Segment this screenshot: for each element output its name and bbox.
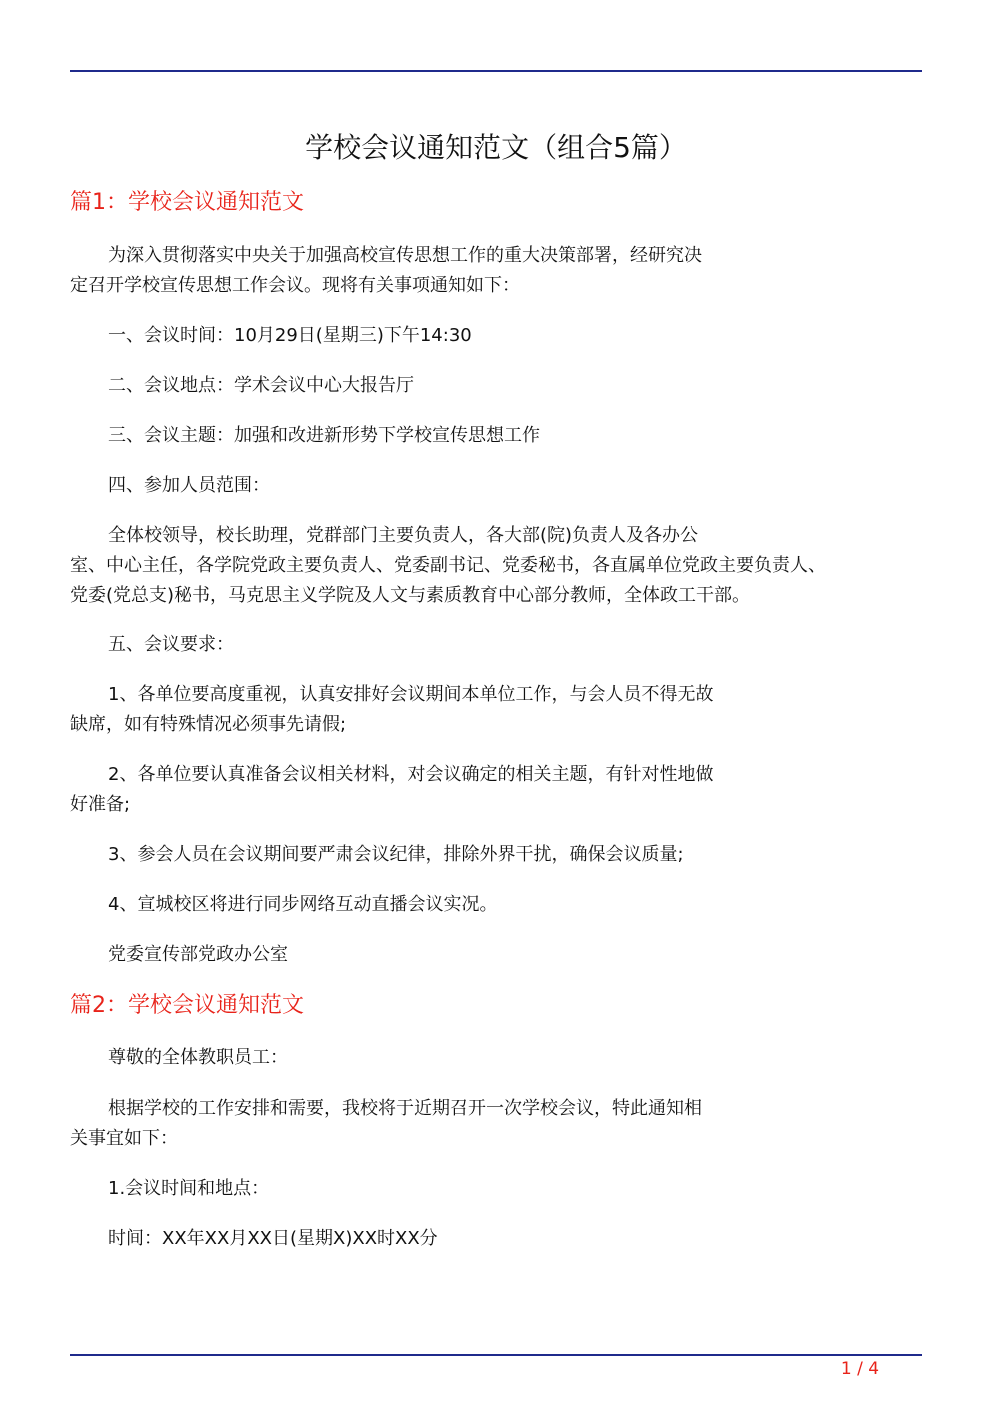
- paragraph: [70, 421, 910, 451]
- paragraph-line: 室、中心主任，各学院党政主要负责人、党委副书记、党委秘书，各直属单位党政主要负责人、: [70, 555, 826, 576]
- paragraph: [70, 1043, 910, 1073]
- paragraph-line: 为深入贯彻落实中央关于加强高校宣传思想工作的重大决策部署，经研究决: [108, 245, 702, 266]
- paragraph: [70, 760, 910, 820]
- paragraph-line: 三、会议主题：加强和改进新形势下学校宣传思想工作: [108, 425, 540, 446]
- paragraph: [70, 241, 910, 301]
- paragraph: [70, 680, 910, 740]
- paragraph: [70, 840, 910, 870]
- paragraph-line: 党委(党总支)秘书，马克思主义学院及人文与素质教育中心部分教师，全体政工干部。: [70, 585, 751, 606]
- paragraph-line: 关事宜如下：: [70, 1128, 178, 1149]
- paragraph-line: 尊敬的全体教职员工：: [108, 1047, 288, 1068]
- footer-rule: [70, 1354, 922, 1356]
- paragraph-line: 根据学校的工作安排和需要，我校将于近期召开一次学校会议，特此通知相: [108, 1098, 702, 1119]
- section-heading-1: 篇1：学校会议通知范文: [70, 190, 304, 215]
- paragraph-line: 3、参会人员在会议期间要严肃会议纪律，排除外界干扰，确保会议质量;: [108, 844, 684, 865]
- paragraph-line: 2、各单位要认真准备会议相关材料，对会议确定的相关主题，有针对性地做: [108, 764, 714, 785]
- paragraph: [70, 1094, 910, 1154]
- paragraph-line: 四、参加人员范围：: [108, 475, 270, 496]
- paragraph: [70, 521, 910, 611]
- paragraph-line: 缺席，如有特殊情况必须事先请假;: [70, 714, 347, 735]
- paragraph-line: 一、会议时间：10月29日(星期三)下午14:30: [108, 325, 472, 346]
- paragraph-line: 五、会议要求：: [108, 634, 234, 655]
- header-rule: [70, 70, 922, 72]
- paragraph-line: 二、会议地点：学术会议中心大报告厅: [108, 375, 414, 396]
- paragraph: [70, 471, 910, 501]
- paragraph: [70, 630, 910, 660]
- paragraph-line: 党委宣传部党政办公室: [108, 944, 288, 965]
- paragraph-line: 1.会议时间和地点：: [108, 1178, 270, 1199]
- paragraph: [70, 371, 910, 401]
- paragraph: [70, 1174, 910, 1204]
- document-title: 学校会议通知范文（组合5篇）: [305, 131, 687, 164]
- paragraph: [70, 940, 910, 970]
- paragraph-line: 4、宣城校区将进行同步网络互动直播会议实况。: [108, 894, 498, 915]
- paragraph: [70, 1224, 910, 1254]
- paragraph-line: 1、各单位要高度重视，认真安排好会议期间本单位工作，与会人员不得无故: [108, 684, 714, 705]
- page-number: 1 / 4: [840, 1359, 880, 1379]
- paragraph-line: 时间：XX年XX月XX日(星期X)XX时XX分: [108, 1228, 438, 1249]
- paragraph-line: 定召开学校宣传思想工作会议。现将有关事项通知如下：: [70, 275, 520, 296]
- section-heading-2: 篇2：学校会议通知范文: [70, 993, 304, 1018]
- paragraph: [70, 321, 910, 351]
- paragraph-line: 全体校领导，校长助理，党群部门主要负责人，各大部(院)负责人及各办公: [108, 525, 699, 546]
- paragraph-line: 好准备;: [70, 794, 131, 815]
- paragraph: [70, 890, 910, 920]
